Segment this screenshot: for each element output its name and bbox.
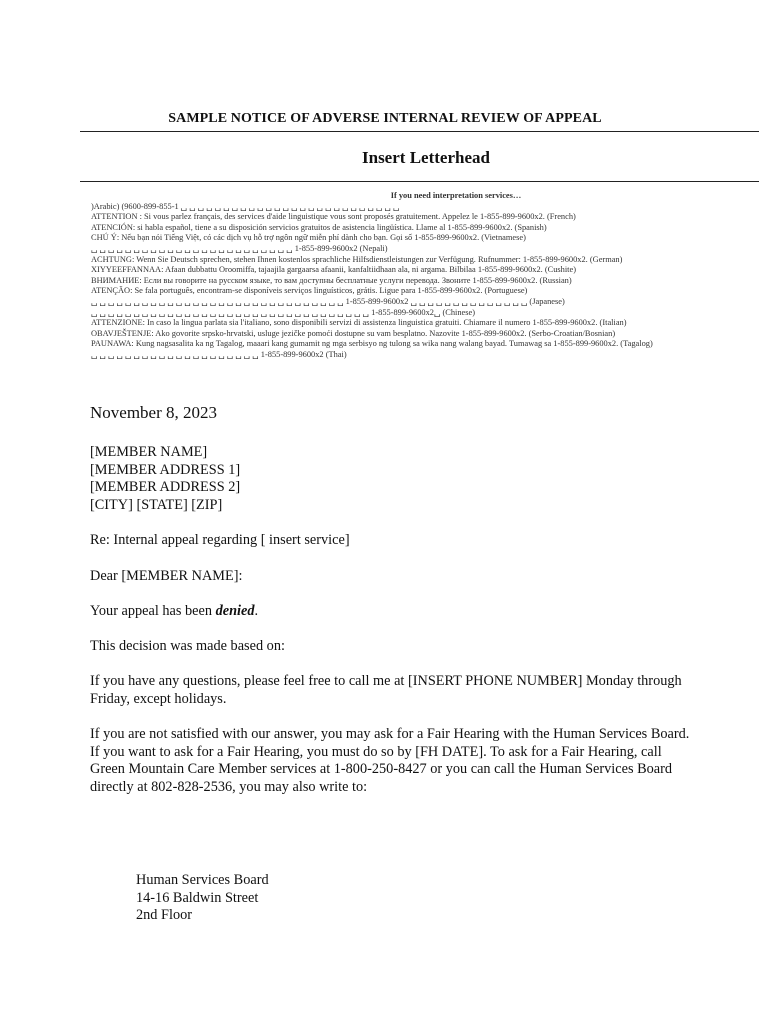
interp-line-tagalog: PAUNAWA: Kung nagsasalita ka ng Tagalog, maaari kang gumamit ng mga serbisyo ng tulong sa wika nang walang bayad. Tumawag sa 1-855-899-9600x2. (Tagalog) [91,339,653,349]
denied-suffix: . [254,602,259,619]
interp-line-german: ACHTUNG: Wenn Sie Deutsch sprechen, stehen Ihnen kostenlos sprachliche Hilfsdienstleistungen zur Verfügung. Rufnummer: 1-855-899-9600x2. (German) [91,254,623,264]
interp-line-thai: ␣ ␣ ␣ ␣ ␣ ␣ ␣ ␣ ␣ ␣ ␣ ␣ ␣ ␣ ␣ ␣ ␣ ␣ ␣ ␣ 1-855-899-9600x2 (Thai) [91,349,347,359]
board-floor: 2nd Floor [136,907,193,924]
interp-line-vietnamese: CHÚ Ý: Nếu bạn nói Tiếng Việt, có các dịch vụ hỗ trợ ngôn ngữ miễn phí dành cho bạn. Gọi số 1-855-899-9600x2. (Vietnamese) [91,233,526,243]
address-line: [MEMBER ADDRESS 2] [90,479,241,496]
address-line: [MEMBER ADDRESS 1] [90,461,241,478]
interp-line-russian: ВНИМАНИЕ: Если вы говорите на русском языке, то вам доступны бесплатные услуги перевода. Звоните 1-855-899-9600x2. (Russian) [91,275,572,285]
salutation: Dear [MEMBER NAME]: [90,567,243,584]
decision-basis: This decision was made based on: [90,637,285,654]
interp-line-spanish: ATENCIÓN: si habla español, tiene a su disposición servicios gratuitos de asistencia lingüística. Llame al 1-855-899-9600x2. (Spanish) [91,222,547,232]
interpretation-services-block [91,191,691,361]
interp-line-serbo-croatian: OBAVJEŠTENJE: Ako govorite srpsko-hrvatski, usluge jezičke pomoći dostupne su vam besplatno. Nazovite 1-855-899-9600x2. (Serbo-Croatian/Bosnian) [91,328,616,338]
address-line: [MEMBER NAME] [90,444,208,460]
denied-prefix: Your appeal has been [90,602,216,619]
interp-line-arabic: )Arabic) (9600-899-855-1 ␣ ␣ ␣ ␣ ␣ ␣ ␣ ␣ ␣ ␣ ␣ ␣ ␣ ␣ ␣ ␣ ␣ ␣ ␣ ␣ ␣ ␣ ␣ ␣ ␣ ␣ [91,201,400,211]
letterhead-placeholder: Insert Letterhead [362,148,490,167]
fair-hearing-paragraph: If you are not satisfied with our answer, you may ask for a Fair Hearing with the Human Services Board. If you want to ask for a Fair Hearing, you must do so by [FH DATE]. To ask for a Fair Hearing, call Green Mountain Care Member services at 1-800-250-8427 or you can call the Human Services Board directly at 802-828-2536, you may also write to: [90,726,690,796]
denied-statement [90,603,690,621]
re-line: Re: Internal appeal regarding [ insert service] [90,532,350,549]
address-line: [CITY] [STATE] [ZIP] [90,497,223,514]
denied-word: denied [215,602,255,619]
letter-date: November 8, 2023 [90,403,218,422]
member-address [90,444,690,515]
document-title: SAMPLE NOTICE OF ADVERSE INTERNAL REVIEW OF APPEAL [168,111,602,126]
interp-line-italian: ATTENZIONE: In caso la lingua parlata sia l'italiano, sono disponibili servizi di assistenza linguistica gratuiti. Chiamare il numero 1-855-899-9600x2. (Italian) [91,318,627,328]
letterhead-divider [80,181,759,182]
interp-line-nepali: ␣ ␣ ␣ ␣ ␣ ␣ ␣ ␣ ␣ ␣ ␣ ␣ ␣ ␣ ␣ ␣ ␣ ␣ ␣ ␣ ␣ ␣ ␣ ␣ 1-855-899-9600x2 (Nepali) [91,243,388,253]
board-street: 14-16 Baldwin Street [136,889,259,906]
board-address [136,872,269,925]
interp-line-japanese: ␣ ␣ ␣ ␣ ␣ ␣ ␣ ␣ ␣ ␣ ␣ ␣ ␣ ␣ ␣ ␣ ␣ ␣ ␣ ␣ ␣ ␣ ␣ ␣ ␣ ␣ ␣ ␣ ␣ ␣ 1-855-899-9600x2 ␣ ␣ ␣ ␣ ␣ ␣ ␣ ␣ ␣ ␣ ␣ ␣ ␣ ␣ (Japanese) [91,296,565,306]
letter-body [90,402,690,814]
interp-line-chinese: ␣ ␣ ␣ ␣ ␣ ␣ ␣ ␣ ␣ ␣ ␣ ␣ ␣ ␣ ␣ ␣ ␣ ␣ ␣ ␣ ␣ ␣ ␣ ␣ ␣ ␣ ␣ ␣ ␣ ␣ ␣ ␣ ␣ 1-855-899-9600x2␣ (Chinese) [91,307,476,317]
interp-line-cushite: XIYYEEFFANNAA: Afaan dubbattu Oroomiffa, tajaajila gargaarsa afaanii, kanfaltiidhaan ala, ni argama. Bilbilaa 1-855-899-9600x2. (Cushite) [91,265,576,275]
interpretation-heading: If you need interpretation services… [390,191,522,200]
board-name: Human Services Board [136,872,269,888]
interp-line-portuguese: ATENÇÃO: Se fala português, encontram-se disponíveis serviços linguísticos, grátis. Ligue para 1-855-899-9600x2. (Portuguese) [91,286,528,296]
questions-paragraph: If you have any questions, please feel free to call me at [INSERT PHONE NUMBER] Monday through Friday, except holidays. [90,673,682,707]
interp-line-french: ATTENTION : Si vous parlez français, des services d'aide linguistique vous sont proposés gratuitement. Appelez le 1-855-899-9600x2. (French) [91,212,576,222]
top-divider [80,131,759,132]
